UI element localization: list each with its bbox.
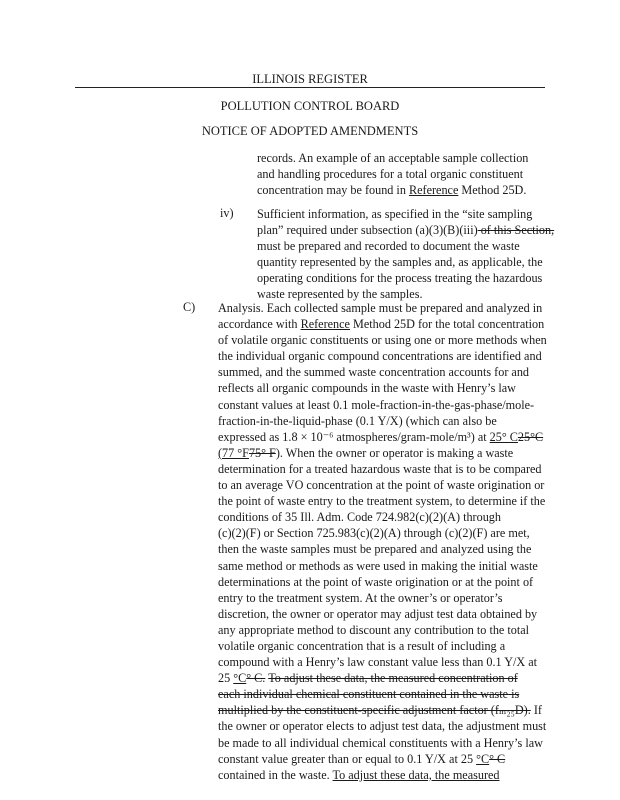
item-c-text [218, 300, 548, 783]
text-line: then the waste samples must be prepared and analyzed using the [218, 542, 532, 557]
text-line: multiplied by the constituent-specific adjustment factor (fₘ₂₅D). If [218, 703, 542, 718]
text-line: accordance with Reference Method 25D for the total concentration [218, 317, 545, 332]
text-line: of volatile organic constituents or using one or more methods when [218, 333, 547, 348]
text-line: 25 °C° C. To adjust these data, the measured concentration of [218, 671, 518, 686]
text-line: plan” required under subsection (a)(3)(B)(iii) of this Section, [257, 223, 555, 238]
text-line: concentration may be found in Reference Method 25D. [257, 183, 527, 198]
text-line: compound with a Henry’s law constant value less than 0.1 Y/X at [218, 655, 538, 670]
header-rule [75, 87, 545, 88]
notice-title: NOTICE OF ADOPTED AMENDMENTS [201, 124, 419, 138]
text-line: entry to the treatment system. At the owner’s or operator’s [218, 590, 503, 605]
item-iv-label: iv) [220, 206, 234, 220]
text-line: volatile organic concentration that is a result of including a [218, 638, 506, 653]
text-line: contained in the waste. To adjust these data, the measured [218, 767, 500, 782]
text-line: constant value greater than or equal to 0.1 Y/X at 25 °C° C [218, 751, 506, 766]
text-line: expressed as 1.8 × 10⁻⁶ atmospheres/gram-mole/m³) at 25° C25°C [218, 429, 544, 444]
text-line: be made to all individual chemical constituents with a Henry’s law [218, 735, 543, 750]
text-line: operating conditions for the process treating the hazardous [257, 271, 543, 286]
text-line: fraction-in-the-liquid-phase (0.1 Y/X) (which can also be [218, 413, 497, 428]
board-title: POLLUTION CONTROL BOARD [220, 99, 400, 113]
text-line: same method or methods as were used in making the initial waste [218, 558, 538, 573]
text-line: determination for a treated hazardous waste that is to be compared [218, 461, 542, 476]
item-c-label: C) [183, 300, 196, 314]
text-line: and handling procedures for a total organic constituent [257, 167, 524, 182]
continued-paragraph [257, 150, 547, 198]
text-line: (c)(2)(F) or Section 725.983(c)(2)(A) through (c)(2)(F) are met, [218, 526, 530, 541]
register-title: ILLINOIS REGISTER [252, 72, 368, 86]
text-line: to an average VO concentration at the point of waste origination or [218, 478, 545, 493]
text-line: constant values at least 0.1 mole-fraction-in-the-gas-phase/mole- [218, 397, 535, 412]
item-iv-text [257, 206, 555, 303]
text-line: each individual chemical constituent contained in the waste is [218, 687, 520, 702]
text-line: Analysis. Each collected sample must be prepared and analyzed in [218, 301, 543, 315]
text-line: summed, and the summed waste concentration accounts for and [218, 365, 530, 380]
text-line: (77 °F75° F). When the owner or operator is making a waste [218, 445, 514, 460]
text-line: Sufficient information, as specified in the “site sampling [257, 207, 533, 221]
text-line: the point of waste entry to the treatment system, to determine if the [218, 494, 546, 509]
text-line: the owner or operator elects to adjust test data, the adjustment must [218, 719, 547, 734]
text-line: records. An example of an acceptable sample collection [257, 151, 529, 165]
text-line: reflects all organic compounds in the waste with Henry’s law [218, 381, 516, 396]
text-line: determinations at the point of waste origination or at the point of [218, 574, 534, 589]
text-line: conditions of 35 Ill. Adm. Code 724.982(c)(2)(A) through [218, 510, 501, 525]
text-line: waste represented by the samples. [257, 287, 423, 302]
text-line: the individual organic compound concentrations are identified and [218, 349, 542, 364]
text-line: must be prepared and recorded to document the waste [257, 239, 520, 254]
text-line: any appropriate method to discount any contribution to the total [218, 622, 530, 637]
text-line: quantity represented by the samples and, as applicable, the [257, 255, 543, 270]
text-line: discretion, the owner or operator may adjust test data obtained by [218, 606, 538, 621]
